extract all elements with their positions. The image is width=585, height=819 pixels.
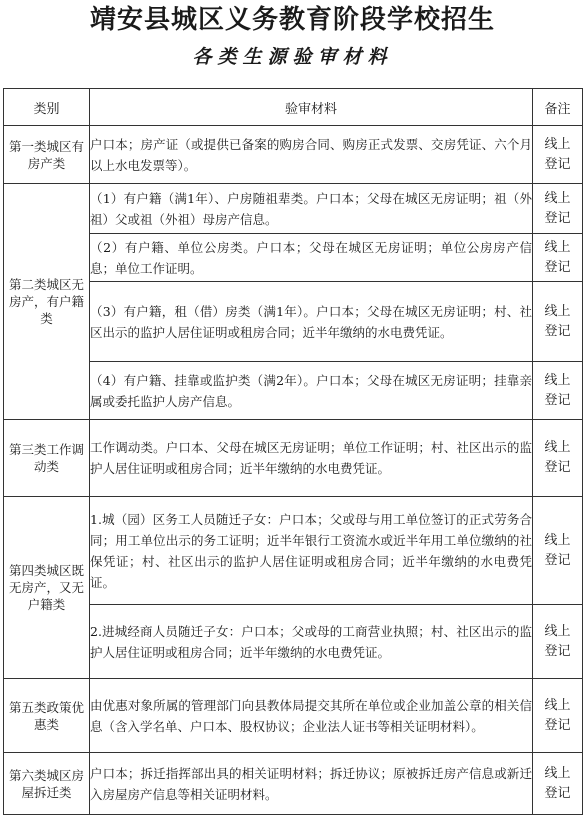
header-materials: 验审材料 — [90, 89, 533, 126]
header-category: 类别 — [4, 89, 90, 126]
category-cell: 第一类城区有房产类 — [4, 126, 90, 184]
note-line: 线上 — [544, 765, 571, 781]
table-row — [4, 362, 583, 420]
category-cell: 第五类政策优惠类 — [4, 679, 90, 753]
materials-table — [3, 88, 583, 815]
note-cell — [533, 679, 583, 753]
note-line: 登记 — [544, 785, 571, 801]
note-line: 登记 — [544, 259, 571, 275]
materials-cell: 户口本；拆迁指挥部出具的相关证明材料；拆迁协议；原被拆迁房产信息或新迁入房屋房产信息等相关证明材料。 — [90, 753, 533, 815]
materials-cell: （3）有户籍，租（借）房类（满1年）。户口本；父母在城区无房证明；村、社区出示的监护人居住证明或租房合同；近半年缴纳的水电费凭证。 — [90, 282, 533, 362]
note-cell — [533, 420, 583, 497]
note-cell — [533, 362, 583, 420]
table-row — [4, 605, 583, 679]
note-cell — [533, 497, 583, 605]
note-cell — [533, 753, 583, 815]
header-note: 备注 — [533, 89, 583, 126]
note-cell — [533, 282, 583, 362]
materials-cell: （4）有户籍、挂靠或监护类（满2年）。户口本；父母在城区无房证明；挂靠亲属或委托监护人房产信息。 — [90, 362, 533, 420]
note-line: 线上 — [544, 532, 571, 548]
table-row — [4, 420, 583, 497]
table-row — [4, 753, 583, 815]
materials-cell: 1.城（园）区务工人员随迁子女：户口本；父或母与用工单位签订的正式劳务合同；用工单位出示的务工证明；近半年银行工资流水或近半年用工单位缴纳的社保凭证；村、社区出示的监护人居住证明或租房合同；近半年缴纳的水电费凭证。 — [90, 497, 533, 605]
note-line: 线上 — [544, 372, 571, 388]
category-cell: 第四类城区既无房产，又无户籍类 — [4, 497, 90, 679]
materials-cell: （2）有户籍、单位公房类。户口本；父母在城区无房证明；单位公房房产信息；单位工作证明。 — [90, 234, 533, 282]
materials-cell: 2.进城经商人员随迁子女：户口本；父或母的工商营业执照；村、社区出示的监护人居住证明或租房合同；近半年缴纳的水电费凭证。 — [90, 605, 533, 679]
note-cell — [533, 184, 583, 234]
materials-cell: （1）有户籍（满1年）、户房随祖辈类。户口本；父母在城区无房证明；祖（外祖）父或祖（外祖）母房产信息。 — [90, 184, 533, 234]
materials-cell: 户口本；房产证（或提供已备案的购房合同、购房正式发票、交房凭证、六个月以上水电发票等）。 — [90, 126, 533, 184]
table-row — [4, 679, 583, 753]
note-line: 线上 — [544, 440, 571, 455]
note-line: 线上 — [544, 190, 571, 206]
note-line: 登记 — [544, 643, 571, 659]
note-line: 登记 — [544, 552, 571, 568]
note-line: 登记 — [544, 323, 571, 339]
page-title: 靖安县城区义务教育阶段学校招生 — [89, 5, 495, 35]
note-line: 登记 — [544, 156, 571, 172]
table-row — [4, 282, 583, 362]
page-subtitle: 各类生源验审材料 — [192, 46, 393, 68]
table-header-row — [4, 89, 583, 126]
note-line: 登记 — [544, 210, 571, 226]
materials-cell: 由优惠对象所属的管理部门向县教体局提交其所在单位或企业加盖公章的相关信息（含入学名单、户口本、股权协议；企业法人证书等相关证明材料）。 — [90, 679, 533, 753]
note-line: 登记 — [544, 717, 571, 733]
note-line: 线上 — [544, 239, 571, 255]
table-row — [4, 126, 583, 184]
note-line: 线上 — [544, 697, 571, 713]
note-line: 线上 — [544, 136, 571, 152]
category-cell: 第六类城区房屋拆迁类 — [4, 753, 90, 815]
note-line: 线上 — [544, 623, 571, 639]
table-row — [4, 234, 583, 282]
materials-cell: 工作调动类。户口本、父母在城区无房证明；单位工作证明；村、社区出示的监护人居住证明或租房合同；近半年缴纳的水电费凭证。 — [90, 420, 533, 497]
note-line: 线上 — [544, 303, 571, 319]
category-cell: 第二类城区无房产，有户籍类 — [4, 184, 90, 420]
category-cell: 第三类工作调动类 — [4, 420, 90, 497]
note-line: 登记 — [544, 460, 571, 475]
note-cell — [533, 234, 583, 282]
note-cell — [533, 605, 583, 679]
note-line: 登记 — [544, 392, 571, 408]
table-row — [4, 184, 583, 234]
table-row — [4, 497, 583, 605]
note-cell — [533, 126, 583, 184]
